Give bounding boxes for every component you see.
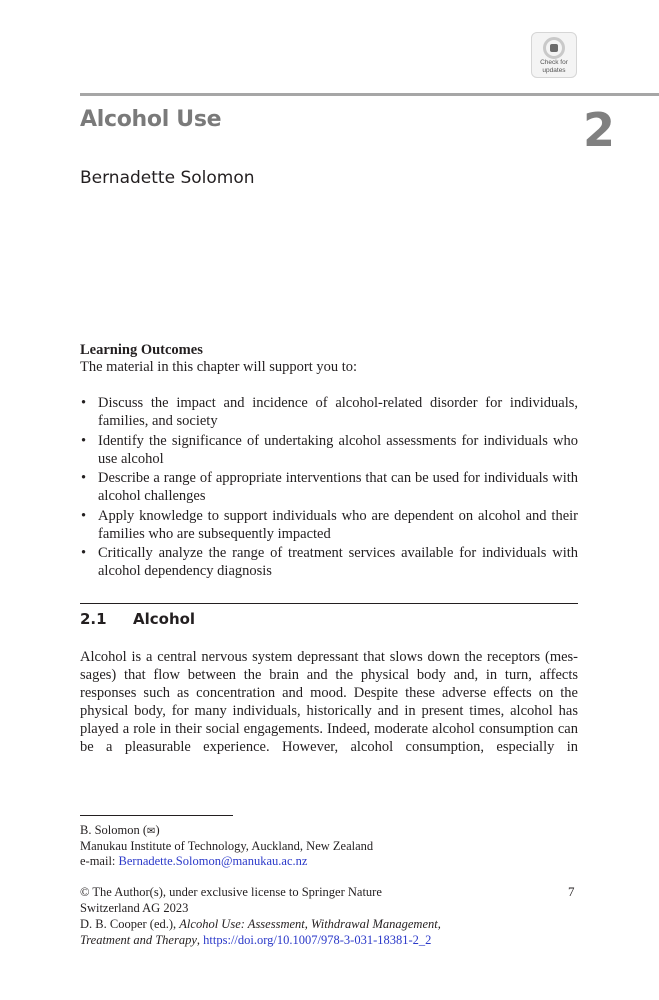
chapter-header-rule (80, 93, 659, 96)
badge-label-2: updates (542, 66, 566, 74)
learning-outcomes-heading: Learning Outcomes (80, 342, 203, 358)
learning-outcomes-intro: The material in this chapter will support you to: (80, 359, 358, 375)
footnote-author: B. Solomon (✉) (80, 823, 160, 837)
copyright-line-2: Switzerland AG 2023 (80, 901, 189, 915)
list-item: • Critically analyze the range of treatment services available for individuals with alcohol dependency diagnosis (81, 545, 578, 579)
doi-link[interactable]: https://doi.org/10.1007/978-3-031-18381-2_2 (203, 933, 432, 947)
section-number: 2.1 (80, 610, 107, 628)
envelope-icon: ✉ (147, 826, 156, 837)
list-item: • Describe a range of appropriate interventions that can be used for individuals with alcohol challenges (81, 470, 578, 504)
footnote-email-line: e-mail: Bernadette.Solomon@manukau.ac.nz (80, 854, 308, 868)
chapter-title: Alcohol Use (80, 107, 222, 132)
learning-outcomes-list (80, 394, 578, 582)
section-title: Alcohol (133, 610, 196, 628)
page-number: 7 (568, 884, 575, 899)
crossmark-icon (543, 37, 565, 59)
section-rule (80, 603, 578, 604)
check-for-updates-badge[interactable] (531, 32, 577, 78)
list-item: • Apply knowledge to support individuals who are dependent on alcohol and their families who are subsequently impacted (81, 507, 578, 542)
footnote-rule (80, 815, 233, 816)
footnote-affiliation: Manukau Institute of Technology, Auckland, New Zealand (80, 839, 374, 853)
citation-line-2: Treatment and Therapy, https://doi.org/10.1007/978-3-031-18381-2_2 (80, 933, 432, 947)
copyright-line-1: © The Author(s), under exclusive license to Springer Nature (80, 885, 382, 899)
chapter-author: Bernadette Solomon (80, 168, 255, 188)
chapter-number: 2 (583, 103, 616, 157)
list-item: • Identify the significance of undertaking alcohol assessments for individuals who use alcohol (81, 432, 578, 467)
citation-line-1: D. B. Cooper (ed.), Alcohol Use: Assessment, Withdrawal Management, (80, 917, 441, 931)
section-paragraph: Alcohol is a central nervous system depressant that slows down the receptors (mes-sages) that flow between the brain and the physical body and, in turn, affects responses such as concentration and mood. Despite these adverse effects on the physical body, for many individuals, historically and in present times, alcohol has played a role in their social engagements. Indeed, moderate alcohol consumption can be a pleasurable experience. However, alcohol consumption, especially in (80, 649, 578, 755)
email-link[interactable]: Bernadette.Solomon@manukau.ac.nz (118, 854, 308, 868)
list-item: • Discuss the impact and incidence of alcohol-related disorder for individuals, families, and society (81, 395, 578, 429)
badge-label-1: Check for (540, 59, 568, 66)
